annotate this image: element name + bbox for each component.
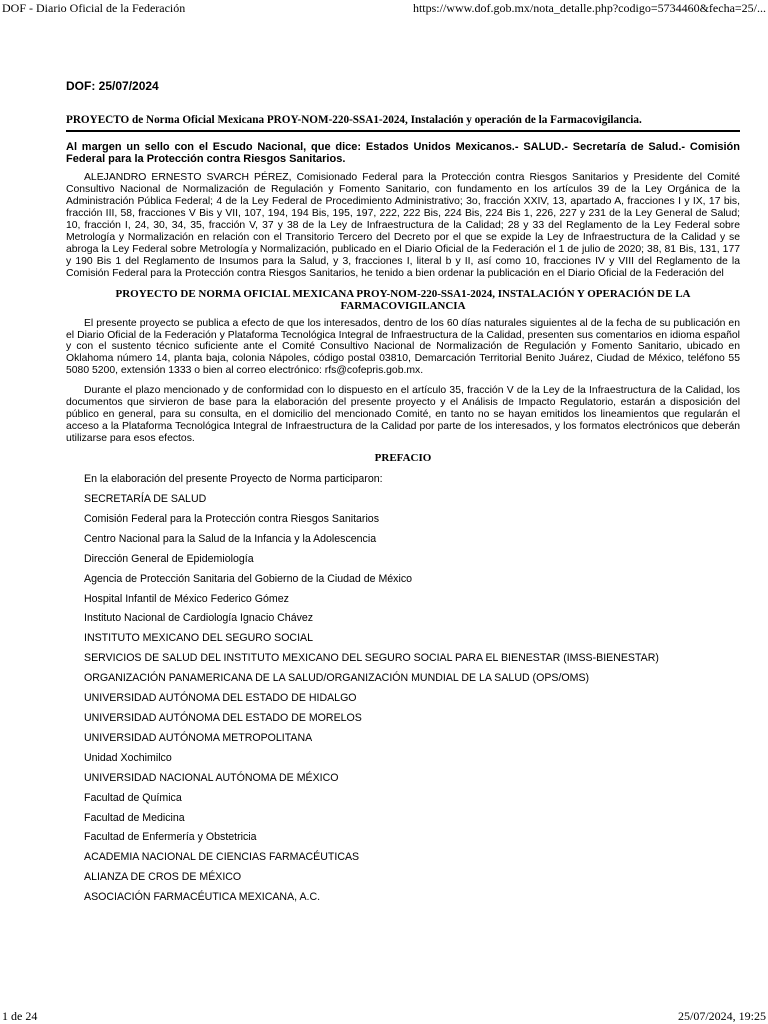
list-item: UNIVERSIDAD AUTÓNOMA DEL ESTADO DE HIDALGO (84, 692, 357, 705)
list-item: Instituto Nacional de Cardiología Ignacio Chávez (84, 612, 314, 625)
document-title-rest: de Norma Oficial Mexicana PROY-NOM-220-SSA1-2024, Instalación y operación de la Farmacovigilancia. (129, 114, 642, 126)
list-item: Centro Nacional para la Salud de la Infancia y la Adolescencia (84, 532, 377, 545)
list-item: ALIANZA DE CROS DE MÉXICO (84, 871, 242, 884)
list-item: UNIVERSIDAD NACIONAL AUTÓNOMA DE MÉXICO (84, 771, 339, 784)
publication-paragraph: El presente proyecto se publica a efecto de que los interesados, dentro de los 60 días naturales siguientes al de la fecha de su publicación en el Diario Oficial de la Federación y Plataforma Tecnológica Integral de Infraestructura de la Calidad, presenten sus comentarios en idioma español y con el sustento técnico suficiente ante el Comité Consultivo Nacional de Normalización de Regulación y Fomento Sanitario, ubicado en Oklahoma número 14, planta baja, colonia Nápoles, código postal 03810, Demarcación Territorial Benito Juárez, Ciudad de México, teléfono 55 5080 5200, extensión 1333 o bien al correo electrónico: rfs@cofepris.gob.mx. (66, 317, 740, 377)
print-datetime: 25/07/2024, 19:25 (677, 1009, 766, 1023)
participants-list (66, 470, 740, 908)
document-title (66, 113, 740, 132)
list-item: Comisión Federal para la Protección contra Riesgos Sanitarios (84, 512, 380, 525)
list-item: Facultad de Química (84, 791, 182, 804)
print-footer (0, 1008, 768, 1024)
list-item: SERVICIOS DE SALUD DEL INSTITUTO MEXICANO DEL SEGURO SOCIAL PARA EL BIENESTAR (IMSS-BIENESTAR) (84, 652, 659, 665)
dof-date: DOF: 25/07/2024 (66, 79, 159, 93)
list-item: UNIVERSIDAD AUTÓNOMA DEL ESTADO DE MORELOS (84, 711, 362, 724)
norm-title: PROYECTO DE NORMA OFICIAL MEXICANA PROY-NOM-220-SSA1-2024, INSTALACIÓN Y OPERACIÓN DE LA FARMACOVIGILANCIA (115, 287, 691, 312)
print-header (0, 0, 768, 18)
list-item: Hospital Infantil de México Federico Gómez (84, 592, 289, 605)
list-item: ORGANIZACIÓN PANAMERICANA DE LA SALUD/ORGANIZACIÓN MUNDIAL DE LA SALUD (OPS/OMS) (84, 672, 590, 685)
list-item: INSTITUTO MEXICANO DEL SEGURO SOCIAL (84, 632, 313, 645)
browser-page-url[interactable]: https://www.dof.gob.mx/nota_detalle.php?codigo=5734460&fecha=25/... (412, 1, 766, 15)
list-item: Facultad de Enfermería y Obstetricia (84, 831, 257, 844)
document-title-prefix: PROYECTO (66, 114, 130, 126)
period-paragraph: Durante el plazo mencionado y de conformidad con lo dispuesto en el artículo 35, fracción V de la Ley de la Infraestructura de la Calidad, los documentos que sirvieron de base para la elaboración del presente proyecto y el Análisis de Impacto Regulatorio, estarán a disposición del público en general, para su consulta, en el domicilio del mencionado Comité, en tanto no se hayan emitidos los lineamientos que regularán el acceso a la Plataforma Tecnológica Integral de Infraestructura de la Calidad por parte de los interesados, y los formatos electrónicos que deberán utilizarse para esos efectos. (66, 385, 740, 445)
list-item: Unidad Xochimilco (84, 751, 172, 764)
list-item: Agencia de Protección Sanitaria del Gobierno de la Ciudad de México (84, 572, 413, 585)
list-item: ACADEMIA NACIONAL DE CIENCIAS FARMACÉUTICAS (84, 851, 360, 864)
list-item: En la elaboración del presente Proyecto de Norma participaron: (84, 473, 383, 486)
browser-page-title: DOF - Diario Oficial de la Federación (2, 1, 186, 15)
seal-text: Al margen un sello con el Escudo Nacional, que dice: Estados Unidos Mexicanos.- SALUD.- Secretaría de Salud.- Comisión Federal para la Protección contra Riesgos Sanitarios. (66, 141, 740, 165)
list-item: SECRETARÍA DE SALUD (84, 493, 207, 506)
page-counter: 1 de 24 (2, 1009, 38, 1023)
list-item: ASOCIACIÓN FARMACÉUTICA MEXICANA, A.C. (84, 891, 321, 904)
list-item: Dirección General de Epidemiología (84, 552, 254, 565)
prefacio-heading: PREFACIO (374, 452, 432, 465)
list-item: Facultad de Medicina (84, 811, 185, 824)
document-content (66, 78, 740, 908)
list-item: UNIVERSIDAD AUTÓNOMA METROPOLITANA (84, 731, 313, 744)
intro-paragraph: ALEJANDRO ERNESTO SVARCH PÉREZ, Comisionado Federal para la Protección contra Riesgos Sanitarios y Presidente del Comité Consultivo Nacional de Normalización de Regulación y Fomento Sanitario, con fundamento en los artículos 39 de la Ley Orgánica de la Administración Pública Federal; 4 de la Ley Federal de Procedimiento Administrativo; 3o, fracción XXIV, 13, apartado A, fracciones I y IX, 17 bis, fracción III, 58, fracciones V Bis y VII, 107, 194, 194 Bis, 195, 197, 222, 222 Bis, 224 Bis, 224 Bis 1, 226, 227 y 231 de la Ley General de Salud; 10, fracción I, 24, 30, 34, 35, fracción V, 37 y 38 de la Ley de Infraestructura de la Calidad; 28 y 33 del Reglamento de la Ley Federal sobre Metrología y Normalización en relación con el Transitorio Tercero del Decreto por el que se expide la Ley de Infraestructura de la Calidad y se abroga la Ley Federal sobre Metrología y Normalización, publicado en el Diario Oficial de la Federación el 1 de julio de 2020; 38, 81 Bis, 131, 177 y 190 Bis 1 del Reglamento de Insumos para la Salud, y 3, fracciones I, literal b y II, así como 10, fracciones IV y VIII del Reglamento de la Comisión Federal para la Protección contra Riesgos Sanitarios, he tenido a bien ordenar la publicación en el Diario Oficial de la Federación del (66, 172, 740, 279)
